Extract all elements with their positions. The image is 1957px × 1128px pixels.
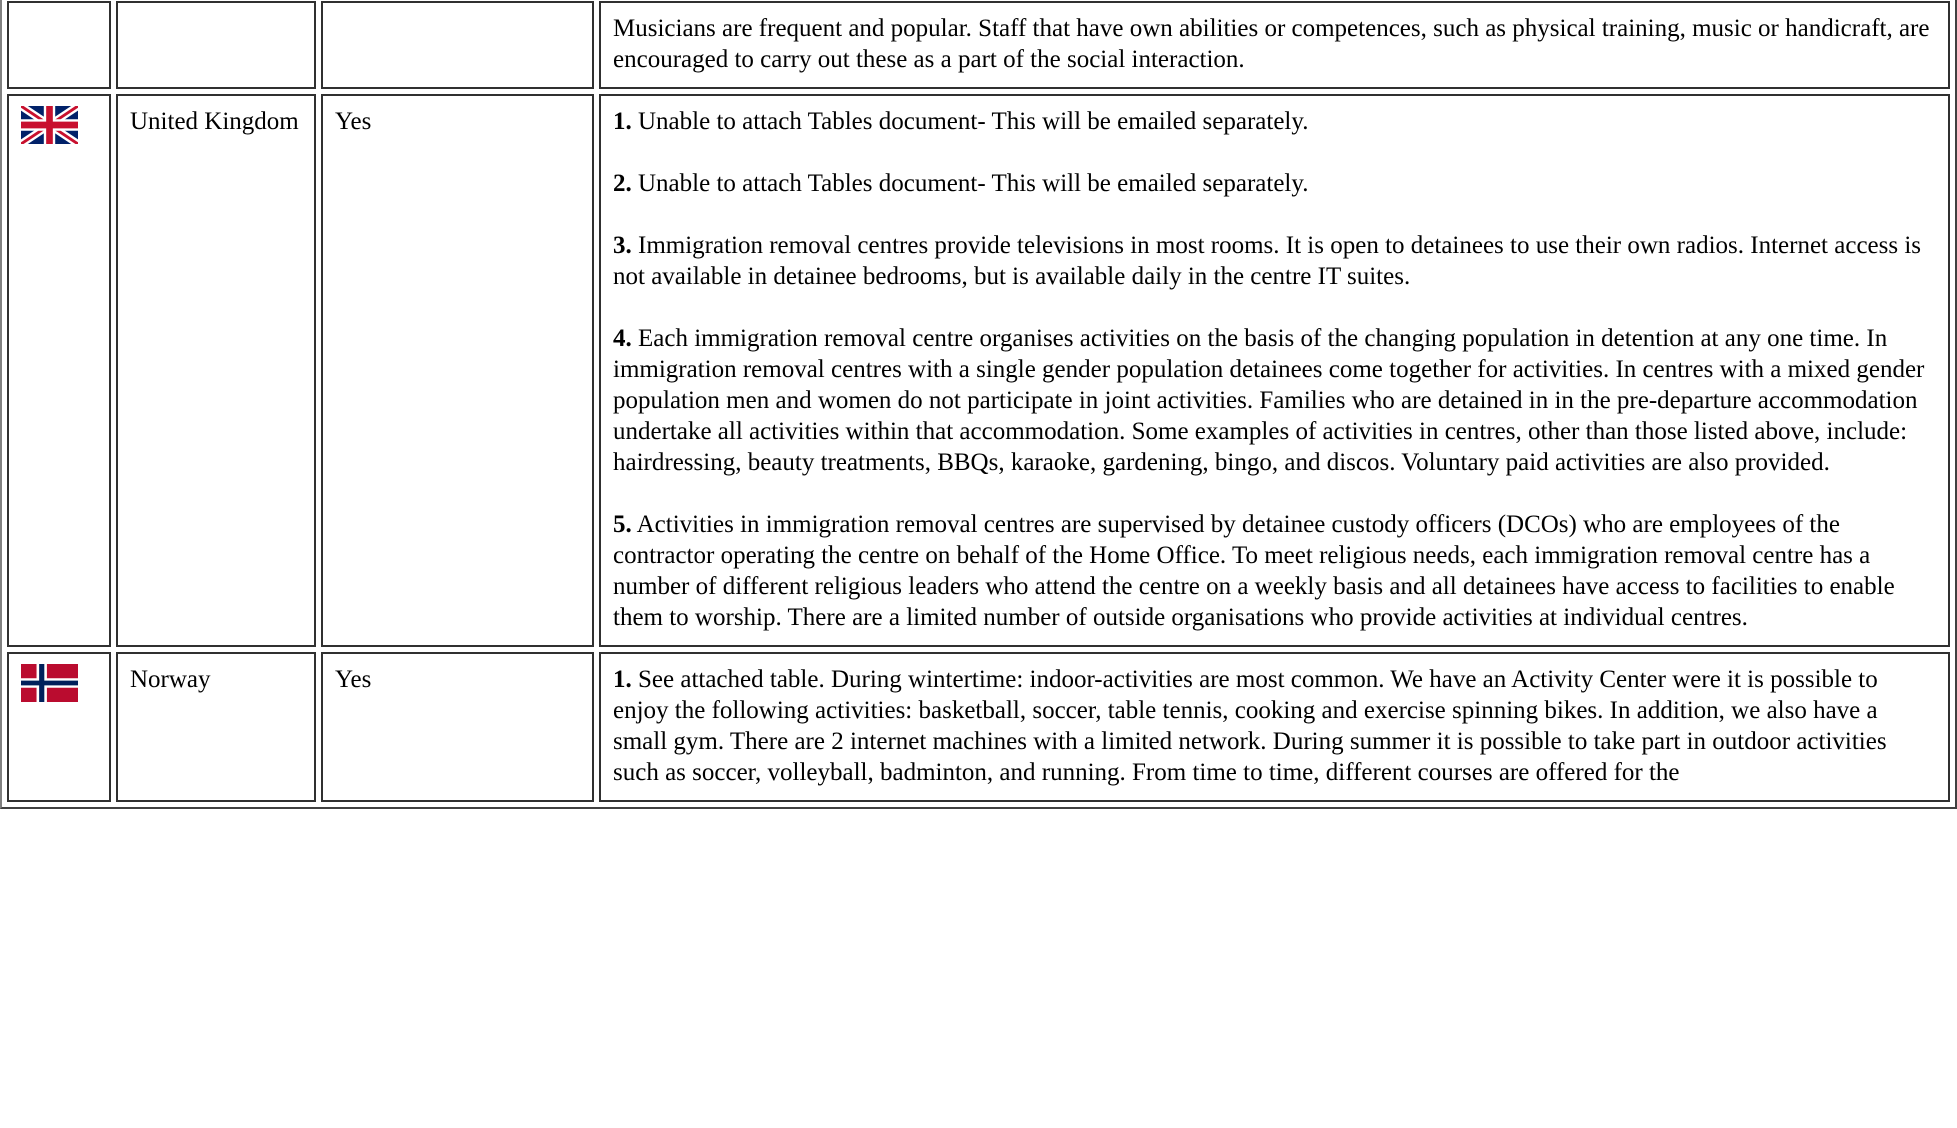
response-text: See attached table. During wintertime: indoor-activities are most common. We have an Activity Center were it is possible to enjoy the following activities: basketball, soccer, table tennis, cooking and exercise spinning bikes. In addition, we also have a small gym. There are 2 internet machines with a limited network. During summer it is possible to take part in outdoor activities such as soccer, volleyball, badminton, and running. From time to time, different courses are offered for the bbox=[613, 666, 1887, 786]
paragraph-number: 1. bbox=[613, 108, 632, 135]
response-paragraph bbox=[613, 664, 1938, 788]
country-cell: United Kingdom bbox=[116, 94, 316, 647]
response-paragraph bbox=[613, 106, 1938, 137]
response-text: Unable to attach Tables document- This will be emailed separately. bbox=[638, 108, 1309, 135]
response-cell bbox=[599, 652, 1950, 802]
response-paragraph bbox=[613, 230, 1938, 292]
response-paragraph bbox=[613, 168, 1938, 199]
response-text: Musicians are frequent and popular. Staff that have own abilities or competences, such as physical training, music or handicraft, are encouraged to carry out these as a part of the social interaction. bbox=[613, 15, 1930, 73]
paragraph-number: 1. bbox=[613, 666, 632, 693]
response-text: Immigration removal centres provide televisions in most rooms. It is open to detainees to use their own radios. Internet access is not available in detainee bedrooms, but is available daily in the centre IT suites. bbox=[613, 232, 1922, 290]
response-paragraph bbox=[613, 323, 1938, 478]
table-row bbox=[7, 1, 1950, 89]
paragraph-number: 2. bbox=[613, 170, 632, 197]
flag-cell bbox=[7, 652, 111, 802]
response-cell bbox=[599, 94, 1950, 647]
flag-cell bbox=[7, 94, 111, 647]
country-cell bbox=[116, 1, 316, 89]
table-row bbox=[7, 652, 1950, 802]
response-paragraph bbox=[613, 509, 1938, 633]
paragraph-number: 3. bbox=[613, 232, 632, 259]
answer-cell: Yes bbox=[321, 652, 594, 802]
table-row bbox=[7, 94, 1950, 647]
answer-cell: Yes bbox=[321, 94, 594, 647]
response-cell bbox=[599, 1, 1950, 89]
norway-flag-icon bbox=[21, 664, 78, 702]
response-paragraph bbox=[613, 13, 1938, 75]
answer-cell bbox=[321, 1, 594, 89]
response-text: Each immigration removal centre organises activities on the basis of the changing population in detention at any one time. In immigration removal centres with a single gender population detainees come together for activities. In centres with a mixed gender population men and women do not participate in joint activities. Families who are detained in in the pre-departure accommodation undertake all activities within that accommodation. Some examples of activities in centres, other than those listed above, include: hairdressing, beauty treatments, BBQs, karaoke, gardening, bingo, and discos. Voluntary paid activities are also provided. bbox=[613, 325, 1925, 476]
response-text: Activities in immigration removal centres are supervised by detainee custody officers (DCOs) who are employees of the contractor operating the centre on behalf of the Home Office. To meet religious needs, each immigration removal centre has a number of different religious leaders who attend the centre on a weekly basis and all detainees have access to facilities to enable them to worship. There are a limited number of outside organisations who provide activities at individual centres. bbox=[613, 511, 1895, 631]
united-kingdom-flag-icon bbox=[21, 106, 78, 144]
flag-cell bbox=[7, 1, 111, 89]
paragraph-number: 5. bbox=[613, 511, 632, 538]
response-text: Unable to attach Tables document- This will be emailed separately. bbox=[638, 170, 1309, 197]
paragraph-number: 4. bbox=[613, 325, 632, 352]
country-cell: Norway bbox=[116, 652, 316, 802]
